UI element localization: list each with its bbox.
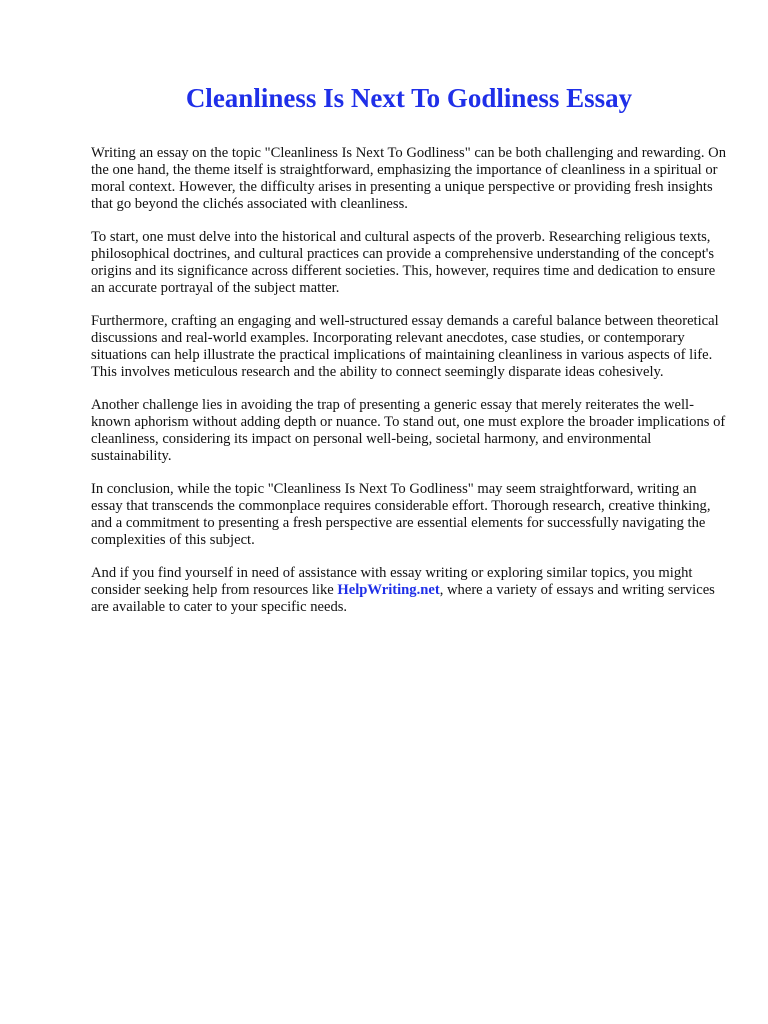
helpwriting-link[interactable]: HelpWriting.net xyxy=(337,582,440,598)
paragraph-2: To start, one must delve into the historical and cultural aspects of the proverb. Researching religious texts, philosophical doctrines, and cultural practices can provide a comprehensive understanding of the concept's origins and its significance across different societies. This, however, requires time and dedication to ensure an accurate portrayal of the subject matter. xyxy=(91,229,716,296)
paragraph-6-outro: , where a variety of essays and writing services are available to cater to your specific needs. xyxy=(91,582,715,615)
paragraph-5: In conclusion, while the topic "Cleanliness Is Next To Godliness" may seem straightforward, writing an essay that transcends the commonplace requires considerable effort. Thorough research, creative thinking, and a commitment to presenting a fresh perspective are essential elements for successfully navigating the complexities of this subject. xyxy=(91,481,711,548)
paragraph-1: Writing an essay on the topic "Cleanliness Is Next To Godliness" can be both challenging and rewarding. On the one hand, the theme itself is straightforward, emphasizing the importance of cleanliness in a spiritual or moral context. However, the difficulty arises in presenting a unique perspective or providing fresh insights that go beyond the clichés associated with cleanliness. xyxy=(91,145,726,212)
paragraph-4: Another challenge lies in avoiding the trap of presenting a generic essay that merely reiterates the well-known aphorism without adding depth or nuance. To stand out, one must explore the broader implications of cleanliness, considering its impact on personal well-being, societal harmony, and environmental sustainability. xyxy=(91,397,726,464)
paragraph-6 xyxy=(91,565,731,616)
paragraph-3: Furthermore, crafting an engaging and well-structured essay demands a careful balance between theoretical discussions and real-world examples. Incorporating relevant anecdotes, case studies, or contemporary situations can help illustrate the practical implications of maintaining cleanliness in various aspects of life. This involves meticulous research and the ability to connect seemingly disparate ideas cohesively. xyxy=(91,313,719,380)
paragraph-6-intro: And if you find yourself in need of assistance with essay writing or exploring similar topics, you might consider seeking help from resources like xyxy=(91,565,693,598)
essay-body xyxy=(91,145,731,632)
page-title: Cleanliness Is Next To Godliness Essay xyxy=(185,83,633,113)
